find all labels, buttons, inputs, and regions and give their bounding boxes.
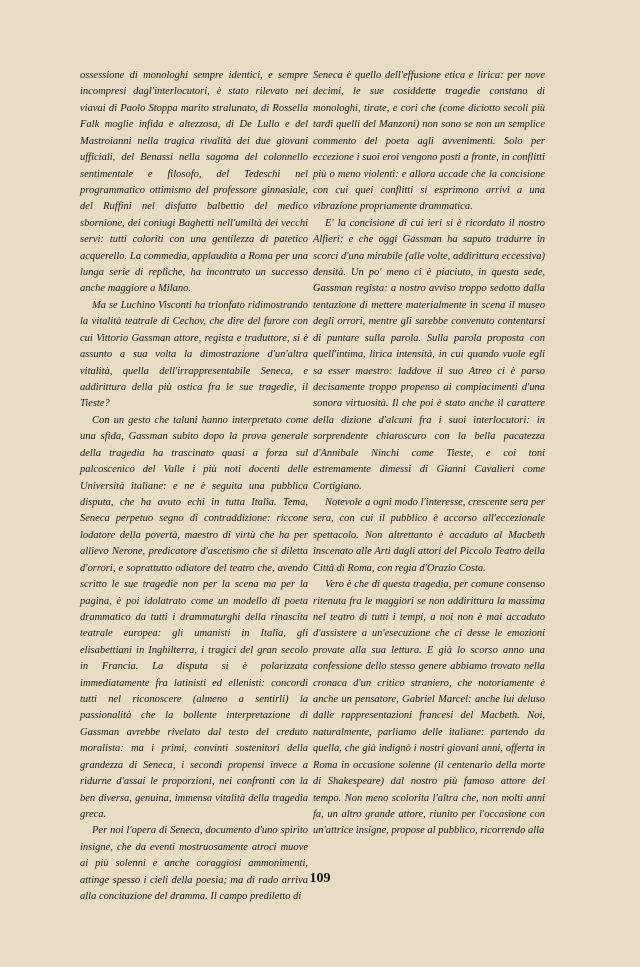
paragraph: Con un gesto che taluni hanno interpretato come una sfida, Gassman subito dopo la prova generale della tragedia ha trascinato quasi a forza sul palcoscenico del Valle i più noti docenti delle Università italiane: e ne è seguita una pubblica disputa, che ha avuto echi in tutta Italia. Tema, Seneca perpetuo segno di contraddizione: riccone lodatore della povertà, maestro di virtù che ha per allievo Nerone, predicatore d'ascetismo che si diletta d'orrori, e soprattutto odiatore del teatro che, avendo scritto le sue tragedie non per la scena ma per la pagina, è poi idolatrato come un modello di poeta drammatico da tutti i drammaturghi della rinascita teatrale europea: gli umanisti in Italia, gli elisabettiani in Inghilterra, i tragici del gran secolo in Francia. La disputa si è polarizzata immediatamente fra latinisti ed ellenisti: concordi tutti nel riconoscere (almeno a sentirli) la passionalità che la bollente interpretazione di Gassman avrebbe rivelato dal testo del creduto moralista: ma i primi, convinti sostenitori della grandezza di Seneca, i secondi propensi invece a ridurne d'assai le proporzioni, nei confronti con la ben diversa, genuina, immensa vitalità della tragedia greca.: [80, 414, 308, 820]
paragraph: Ma se Luchino Visconti ha trionfato ridimostrando la vitalità teatrale di Cechov, che dire del furore con cui Vittorio Gassman attore, regista e traduttore, si è assunto a sua volta la dimostrazione d'un'altra vitalità, quella dell'irrappresentabile Seneca, e addirittura della più ostica fra le sue tragedie, il Tieste?: [80, 299, 308, 410]
page-number: 109: [309, 871, 331, 886]
right-column: [313, 68, 545, 840]
paragraph: Vero è che di questa tragedia, per comune consenso ritenuta fra le maggiori se non addirittura la massima nel teatro di tutti i tempi, a noi non è mai accaduto d'assistere a un'esecuzione che ci desse le emozioni provate alla sua lettura. E già lo scorso anno una confessione dello stesso genere abbiamo trovato nella cronaca d'un critico straniero, che notoriamente è anche un pensatore, Gabriel Marcel: anche lui deluso dalle rappresentazioni francesi del Macbeth. Noi, naturalmente, parliamo delle italiane: partendo da quella, che già indignò i nostri giovani anni, offerta in Roma in occasione solenne (il centenario della morte di Shakespeare) dal nostro più famoso attore del tempo. Non meno scolorita l'altra che, non molti anni fa, un altro grande attore, riunito per l'occasione con un'attrice insigne, propose al pubblico, ricorrendo alla: [313, 579, 545, 837]
paragraph: ossessione di monologhi sempre identici, e sempre incompresi dagl'interlocutori, è stato rilevato nei viavai di Paolo Stoppa marito stralunato, di Rossella Falk moglie infida e altezzosa, di De Lullo e del Mastroianni nella tragica rivalità dei due giovani ufficiali, del Benassi nella sagoma del colonnello sentimentale e filosofo, del Tedeschi nel programmatico ottimismo del professore ginnasiale, del Ruffini nel disfatto balbettio del medico sbornione, dei coniugi Baghetti nell'umiltà dei vecchi servi: tutti coloriti con una gentilezza di patetico acquerello. La commedia, applaudita a Roma per una lunga serie di repliche, ha incontrato un successo anche maggiore a Milano.: [80, 70, 308, 295]
paragraph: E' la concisione di cui ieri si è ricordato il nostro Alfieri; e che oggi Gassman ha saputo tradurre in scorci d'una mirabile (alle volte, addirittura eccessiva) densità. Un po' meno ci è piaciuto, in questa sede, Gassman regista: a nostro avviso troppo sedotto dalla tentazione di mettere materialmente in scena il museo degli orrori, mentre gli sarebbe convenuto contentarsi di puntare sulla parola. Sulla parola proposta con quell'intima, lirica intensità, in cui quando vuole egli sa esser maestro: laddove il suo Atreo ci è parso decisamente troppo propenso ai compiacimenti d'una sonora virtuosità. Il che poi è stato anche il carattere della dizione d'alcuni fra i suoi interlocutori: in sorprendente chiaroscuro con la bella pacatezza d'Annibale Ninchi come Tieste, e coi toni estremamente dimessi di Gianni Cavalieri come Cortigiano.: [313, 217, 545, 492]
paragraph: Per noi l'opera di Seneca, documento d'uno spirito insigne, che da eventi mostruosamente atroci muove ai più solenni e anche coraggiosi ammonimenti, attinge spesso i cieli della poesia; ma di rado arriva alla concitazione del dramma. Il campo prediletto di: [80, 825, 308, 903]
paragraph: Notevole a ogni modo l'interesse, crescente sera per sera, con cui il pubblico è accorso all'eccezionale spettacolo. Non altrettanto è accaduto al Macbeth inscenato alle Arti dagli attori del Piccolo Teatro della Città di Roma, con regia d'Orazio Costa.: [313, 496, 545, 574]
paragraph: Seneca è quello dell'effusione etica e lirica: per nove decimi, le sue cosiddette tragedie constano di monologhi, tirate, e cori che (come diciotto secoli più tardi quelli del Manzoni) non sono se non un semplice commento del poeta agli avvenimenti. Solo per eccezione i suoi eroi vengono posti a fronte, in conflitti più o meno violenti: e allora accade che la concisione con cui quei conflitti si esprimono arrivi a una vibrazione propriamente drammatica.: [313, 70, 545, 213]
left-column: [80, 68, 308, 906]
